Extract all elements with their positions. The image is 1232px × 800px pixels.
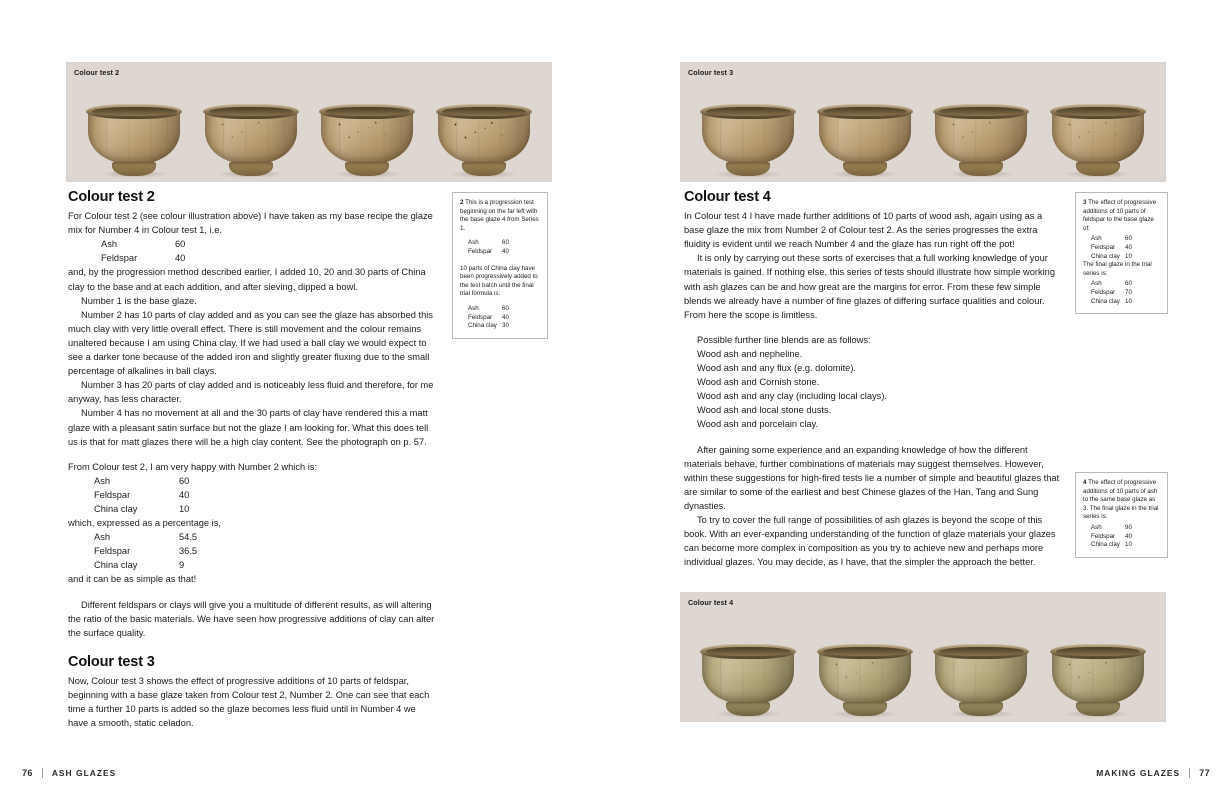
- plate-colour-test-3: [680, 62, 1166, 182]
- caption-recipe-2: [1083, 280, 1161, 306]
- list-item: Wood ash and any clay (including local clays).: [697, 391, 887, 402]
- paragraph: and it can be as simple as that!: [68, 574, 197, 585]
- recipe-row: [94, 558, 435, 572]
- bowl-specimen: [700, 638, 796, 716]
- list-item: Wood ash and any flux (e.g. dolomite).: [697, 363, 856, 374]
- caption-box-2: [452, 192, 548, 339]
- list-item: Wood ash and nepheline.: [697, 348, 803, 359]
- folio-number: 77: [1199, 768, 1210, 778]
- recipe-amount: 40: [502, 247, 509, 255]
- bowl-specimen: [319, 98, 415, 176]
- caption-text: [1083, 199, 1161, 233]
- recipe-amount: 60: [1125, 280, 1132, 288]
- recipe-amount: 60: [502, 239, 509, 247]
- recipe-amount: 60: [1125, 235, 1132, 243]
- bowl-row: [680, 614, 1166, 716]
- bowl-specimen: [203, 98, 299, 176]
- recipe-amount: 10: [1125, 541, 1132, 549]
- paragraph: It is only by carrying out these sorts of exercises that a full working knowledge of your materials is gained. If nothing else, this series of tests should illustrate how simple working with ash glazes can be and how great are the margins for error. From these few simple blends we already have a number of fine glazes of differing surface qualities and colour. From here the scope is limitless.: [684, 253, 1056, 320]
- recipe-row: [1091, 280, 1161, 289]
- recipe-material: Ash: [1091, 280, 1102, 288]
- folio-number: 76: [22, 768, 33, 778]
- paragraph: Number 2 has 10 parts of clay added and as you can see the glaze has absorbed this much clay with very little overall effect. There is still movement and the colour remains unaltered because I am using China clay. If we had used a ball clay we would expect to see a darker tone because of the added iron and slightly greater fluxing due to the small percentage of alkalines in ball clays.: [68, 309, 433, 377]
- recipe-amount: 9: [179, 560, 185, 571]
- bowl-specimen: [817, 98, 913, 176]
- paragraph: To try to cover the full range of possibilities of ash glazes is beyond the scope of this book. With an ever-expanding understanding of the function of glaze materials your glazes can become more complex in composition as you try to achieve new and perhaps more individual glazes. You may decide, as I have, that the simpler the approach the better.: [684, 514, 1056, 568]
- right-page: [616, 0, 1232, 800]
- recipe-amount: 10: [1125, 252, 1132, 260]
- caption-text-2: 10 parts of China clay have been progressively added to the test batch until the final trial formula is:: [460, 264, 538, 298]
- recipe-row: [1091, 244, 1161, 253]
- plate-label: Colour test 4: [688, 598, 734, 607]
- recipe-base: [68, 237, 435, 265]
- caption-text-2: The final glaze in the trial series is:: [1083, 261, 1152, 277]
- paragraph: Number 3 has 20 parts of clay added and is noticeably less fluid and therefore, for me anyway, has less character.: [68, 380, 434, 405]
- recipe-material: Feldspar: [1091, 243, 1116, 251]
- recipe-material: Ash: [468, 304, 479, 312]
- paragraph: Different feldspars or clays will give you a multitude of different results, as will altering the ratio of the basic materials. We have seen how progressive additions of clay can alter the surface quality.: [68, 599, 435, 638]
- recipe-row: [94, 474, 435, 488]
- recipe-amount: 10: [1125, 297, 1132, 305]
- recipe-row: [1091, 289, 1161, 298]
- recipe-amount: 40: [179, 489, 190, 500]
- footer-divider: [1189, 768, 1190, 778]
- caption-number: 3: [1083, 199, 1087, 206]
- bowl-row: [680, 84, 1166, 176]
- recipe-row: [468, 314, 541, 323]
- recipe-amount: 10: [179, 503, 190, 514]
- paragraph: which, expressed as a percentage is,: [68, 518, 221, 529]
- caption-number: 2: [460, 199, 464, 206]
- recipe-row: [94, 544, 435, 558]
- bowl-specimen: [933, 638, 1029, 716]
- left-text-column: [68, 190, 435, 730]
- recipe-amount: 90: [1125, 523, 1132, 531]
- recipe-amount: 60: [502, 304, 509, 312]
- plate-label: Colour test 3: [688, 68, 734, 77]
- caption-body: The effect of progressive additions of 10 parts of ash to the same base glaze as 3. The final glaze in the trial series is:: [1083, 479, 1159, 521]
- caption-recipe-1: [1083, 235, 1161, 261]
- recipe-row: [101, 251, 435, 265]
- paragraph: In Colour test 4 I have made further additions of 10 parts of wood ash, again using as a base glaze the mix from Number 2 of Colour test 2. As the series progresses the extra fluidity is evident until we reach Number 4 and the glaze has run right off the pot!: [684, 211, 1043, 250]
- recipe-material: Feldspar: [468, 313, 493, 321]
- bowl-specimen: [1050, 98, 1146, 176]
- right-text-column: [684, 190, 1061, 569]
- recipe-material: Feldspar: [94, 489, 131, 500]
- recipe-material: Ash: [94, 532, 111, 543]
- footer-right: [1096, 768, 1210, 778]
- recipe-material: China clay: [1091, 252, 1120, 260]
- recipe-amount: 40: [502, 313, 509, 321]
- bowl-specimen: [1050, 638, 1146, 716]
- recipe-material: Feldspar: [1091, 532, 1116, 540]
- caption-number: 4: [1083, 479, 1087, 486]
- caption-box-3: [1075, 192, 1168, 314]
- caption-recipe-1: [1083, 524, 1161, 550]
- bowl-specimen: [436, 98, 532, 176]
- caption-text: [460, 199, 541, 233]
- plate-colour-test-4: [680, 592, 1166, 722]
- footer-left: [22, 768, 116, 778]
- recipe-row: [1091, 533, 1161, 542]
- recipe-amount: 60: [175, 239, 186, 250]
- paragraph: and, by the progression method described earlier, I added 10, 20 and 30 parts of China clay to the base and at each addition, and after sieving, dipped a bowl.: [68, 267, 426, 292]
- recipe-amount: 40: [1125, 532, 1132, 540]
- recipe-amount: 40: [1125, 243, 1132, 251]
- caption-body: This is a progression test beginning on the far left with the base glaze 4 from Series 1.: [460, 199, 539, 232]
- recipe-row: [468, 305, 541, 314]
- recipe-row: [1091, 524, 1161, 533]
- recipe-material: Feldspar: [94, 546, 131, 557]
- recipe-amount: 40: [175, 253, 186, 264]
- paragraph: After gaining some experience and an expanding knowledge of how the different materials behave, further combinations of materials may suggest themselves. However, within these suggestions for high-fired tests lie a number of simple and beautiful glazes that are similar to some of the earliest and best Chinese glazes of the Han, Tang and Sung dynasties.: [684, 444, 1060, 511]
- recipe-row: [94, 530, 435, 544]
- recipe-row: [94, 502, 435, 516]
- caption-recipe-1: [460, 239, 541, 256]
- recipe-row: [1091, 253, 1161, 262]
- recipe-material: China clay: [94, 560, 138, 571]
- recipe-amount: 54.5: [179, 532, 198, 543]
- recipe-row: [1091, 298, 1161, 307]
- paragraph: Now, Colour test 3 shows the effect of progressive additions of 10 parts of feldspar, beginning with a base glaze taken from Colour test 2, Number 2. One can see that each time a further 10 parts is added so the glaze becomes less fluid until in Number 4 we have a smooth, static celadon.: [68, 675, 430, 729]
- caption-body: The effect of progressive additions of 10 parts of feldspar to the base glaze of:: [1083, 199, 1157, 232]
- recipe-material: Ash: [1091, 523, 1102, 531]
- recipe-row: [101, 237, 435, 251]
- recipe-amount: 36.5: [179, 546, 198, 557]
- paragraph: Number 4 has no movement at all and the 30 parts of clay have rendered this a matt glaze with a pleasant satin surface but not the glaze I am looking for. What this does tell us is that for matt glazes there will be a high clay content. See the photograph on p. 57.: [68, 408, 429, 447]
- blend-list: [684, 347, 1061, 432]
- recipe-material: Feldspar: [1091, 288, 1116, 296]
- recipe-material: Feldspar: [101, 253, 138, 264]
- paragraph: Number 1 is the base glaze.: [81, 295, 197, 306]
- paragraph: From Colour test 2, I am very happy with Number 2 which is:: [68, 461, 318, 472]
- caption-box-4: [1075, 472, 1168, 558]
- recipe-row: [1091, 235, 1161, 244]
- paragraph: For Colour test 2 (see colour illustration above) I have taken as my base recipe the glaze mix for Number 4 in Colour test 1, i.e.: [68, 211, 433, 236]
- heading-colour-test-4: Colour test 4: [684, 189, 771, 205]
- bowl-specimen: [700, 98, 796, 176]
- recipe-parts: [68, 474, 435, 516]
- recipe-material: Ash: [1091, 235, 1102, 243]
- list-item: Wood ash and porcelain clay.: [697, 419, 819, 430]
- recipe-material: China clay: [1091, 541, 1120, 549]
- plate-label: Colour test 2: [74, 68, 120, 77]
- recipe-row: [1091, 541, 1161, 550]
- caption-recipe-2: [460, 305, 541, 331]
- paragraph: Possible further line blends are as follows:: [697, 334, 871, 345]
- bowl-specimen: [86, 98, 182, 176]
- recipe-row: [468, 322, 541, 331]
- recipe-material: China clay: [468, 322, 497, 330]
- recipe-amount: 60: [179, 475, 190, 486]
- bowl-row: [66, 84, 552, 176]
- recipe-material: China clay: [1091, 297, 1120, 305]
- recipe-material: Ash: [468, 239, 479, 247]
- heading-colour-test-2: Colour test 2: [68, 189, 155, 205]
- recipe-material: Feldspar: [468, 247, 493, 255]
- heading-colour-test-3: Colour test 3: [68, 653, 155, 670]
- recipe-row: [468, 239, 541, 248]
- recipe-row: [468, 248, 541, 257]
- footer-divider: [42, 768, 43, 778]
- plate-colour-test-2: [66, 62, 552, 182]
- bowl-specimen: [933, 98, 1029, 176]
- recipe-amount: 70: [1125, 288, 1132, 296]
- list-item: Wood ash and local stone dusts.: [697, 405, 832, 416]
- running-head: MAKING GLAZES: [1096, 768, 1181, 778]
- caption-text: [1083, 479, 1161, 522]
- running-head: ASH GLAZES: [51, 768, 117, 778]
- recipe-material: Ash: [94, 475, 111, 486]
- recipe-material: Ash: [101, 239, 118, 250]
- recipe-row: [94, 488, 435, 502]
- recipe-amount: 30: [502, 322, 509, 330]
- recipe-material: China clay: [94, 503, 138, 514]
- list-item: Wood ash and Cornish stone.: [697, 377, 820, 388]
- bowl-specimen: [817, 638, 913, 716]
- recipe-percent: [68, 530, 435, 572]
